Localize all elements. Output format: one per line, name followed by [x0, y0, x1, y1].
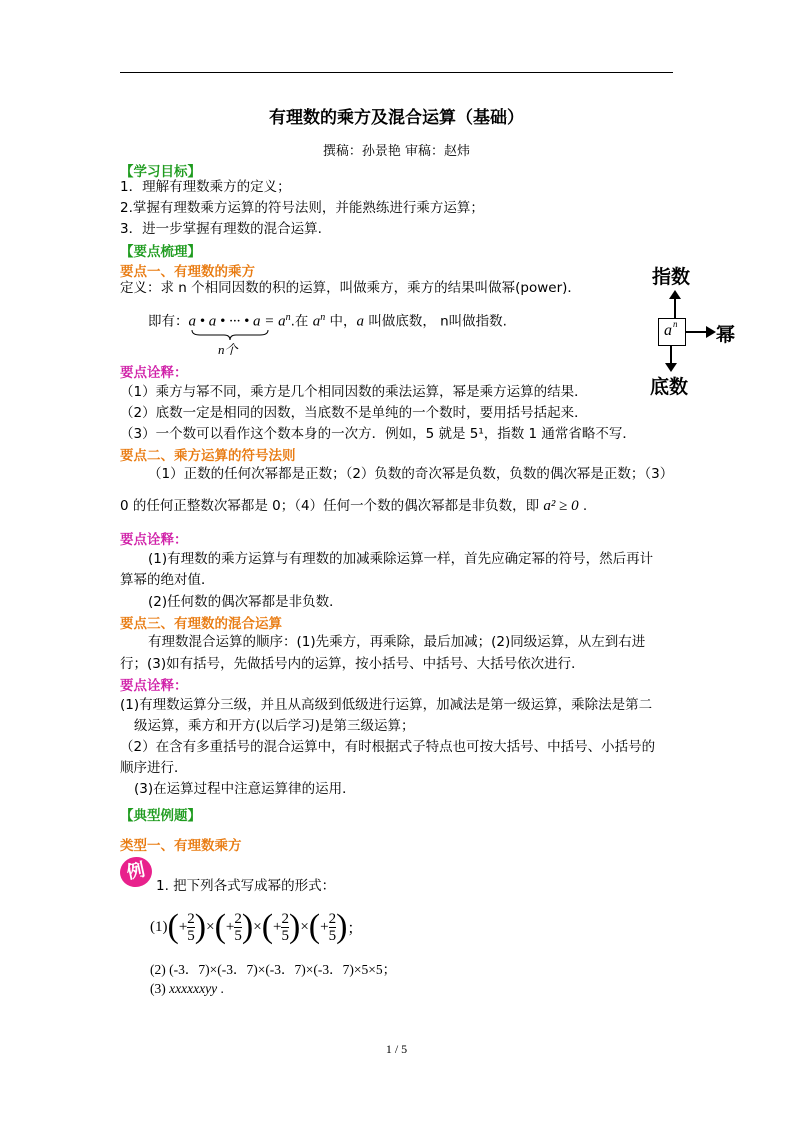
note-3-line-2: 级运算，乘方和开方(以后学习)是第三级运算；	[134, 718, 415, 734]
item-3-math: xxxxxxyy	[169, 981, 218, 996]
item-1-end: ；	[347, 920, 363, 937]
example-1-item-3	[150, 981, 224, 997]
paren-close: )	[194, 908, 207, 945]
plus-sign: +	[273, 918, 282, 935]
arrow-right-icon	[686, 325, 716, 339]
authors-line: 撰稿：孙景艳 审稿：赵炜	[322, 144, 471, 159]
goal-item-3: 3．进一步掌握有理数的混合运算.	[120, 221, 322, 237]
example-type-1-title: 类型一、有理数乘方	[120, 838, 242, 854]
order-line-1: 有理数混合运算的顺序：(1)先乘方，再乘除，最后加减；(2)同级运算，从左到右进	[148, 634, 646, 650]
formula-prefix: 即有：	[148, 313, 189, 330]
note-3-line-1: (1)有理数运算分三级，并且从高级到低级进行运算，加减法是第一级运算，乘除法是第二	[120, 697, 653, 713]
plus-sign: +	[225, 918, 235, 935]
note-1-title: 要点诠释：	[120, 365, 188, 381]
numerator: 2	[234, 910, 242, 927]
numerator: 2	[281, 910, 289, 927]
note-1-line-2: （2）底数一定是相同的因数，当底数不是单纯的一个数时，要用括号括起来．	[120, 405, 588, 421]
paren-close: )	[336, 908, 348, 945]
item-1-label: (1)	[150, 918, 168, 935]
arrow-up-icon	[668, 290, 682, 318]
goals-tag: 【学习目标】	[120, 164, 201, 180]
note-3-line-4: 顺序进行．	[120, 760, 188, 776]
note-2-line-3: (2)任何数的偶次幂都是非负数．	[148, 594, 343, 610]
note-3-title: 要点诠释：	[120, 678, 188, 694]
example-1-question: 1. 把下列各式写成幂的形式：	[156, 878, 336, 894]
times-sign: ×	[253, 918, 262, 935]
note-1-line-3: （3）一个数可以看作这个数本身的一次方．例如，5 就是 5¹，指数 1 通常省略不写．	[120, 426, 636, 442]
times-sign: ×	[300, 918, 309, 935]
order-line-2: 行；(3)如有括号，先做括号内的运算，按小括号、中括号、大括号依次进行．	[120, 656, 585, 672]
diagram-exponent-label: 指数	[652, 266, 691, 288]
example-1-item-2: (2) (-3．7)×(-3．7)×(-3．7)×(-3．7)×5×5；	[150, 962, 397, 977]
formula-mid: .在	[290, 313, 313, 330]
sign-rule-prefix: 0 的任何正整数次幂都是 0；（4）任何一个数的偶次幂都是非负数，即	[120, 498, 544, 514]
formula-mid2: 中，	[325, 313, 357, 330]
diagram-power-label: 幂	[716, 324, 736, 346]
point-2-title: 要点二、乘方运算的符号法则	[120, 448, 296, 464]
examples-tag: 【典型例题】	[120, 808, 201, 824]
diagram-box	[658, 318, 686, 346]
example-badge: 例	[117, 854, 155, 890]
goal-item-1: 1．理解有理数乘方的定义；	[120, 179, 291, 195]
point-3-title: 要点三、有理数的混合运算	[120, 616, 282, 632]
sign-rule-line-1: （1）正数的任何次幂都是正数；（2）负数的奇次幂是负数，负数的偶次幂是正数；（3）	[148, 466, 674, 482]
points-tag: 【要点梳理】	[120, 244, 201, 260]
plus-sign: +	[320, 918, 329, 935]
denominator: 5	[328, 927, 337, 944]
denominator: 5	[187, 927, 195, 944]
point-1-title: 要点一、有理数的乘方	[120, 264, 255, 280]
fraction	[329, 911, 337, 944]
goal-item-2: 2.掌握有理数乘方运算的符号法则，并能熟练进行乘方运算；	[120, 200, 484, 216]
formula-expression: a • a • ··· • a = a	[188, 313, 286, 330]
paren-close: )	[288, 908, 301, 945]
example-1-item-1	[150, 905, 362, 949]
item-3-label: (3)	[150, 981, 170, 996]
diagram-base-label: 底数	[650, 376, 689, 398]
sign-rule-line-2	[120, 496, 587, 516]
denominator: 5	[281, 927, 289, 944]
formula-base-exponent: n	[320, 312, 326, 323]
note-2-line-1: (1)有理数的乘方运算与有理数的加减乘除运算一样，首先应确定幂的符号，然后再计	[148, 551, 654, 567]
diagram-base: a	[664, 322, 672, 339]
numerator: 2	[328, 910, 337, 927]
formula-base: a	[312, 313, 321, 330]
header-rule	[120, 72, 673, 73]
arrow-down-icon	[664, 346, 678, 372]
page-title: 有理数的乘方及混合运算（基础）	[269, 108, 524, 128]
paren-open: (	[308, 908, 321, 945]
note-2-line-2: 算幂的绝对值．	[120, 572, 215, 588]
paren-open: (	[214, 908, 226, 945]
note-3-line-3: （2）在含有多重括号的混合运算中，有时根据式子特点也可按大括号、中括号、小括号的	[120, 739, 656, 755]
denominator: 5	[234, 927, 242, 944]
diagram-exp: n	[673, 319, 678, 329]
paren-open: (	[261, 908, 274, 945]
numerator: 2	[187, 910, 195, 927]
power-definition: 定义：求 n 个相同因数的积的运算，叫做乘方，乘方的结果叫做幂(power)．	[120, 280, 581, 296]
sign-rule-math: a² ≥ 0	[543, 498, 579, 514]
page-number: 1 / 5	[385, 1042, 408, 1056]
note-1-line-1: （1）乘方与幂不同，乘方是几个相同因数的乘法运算，幂是乘方运算的结果．	[120, 384, 588, 400]
note-2-title: 要点诠释：	[120, 532, 188, 548]
paren-close: )	[241, 908, 254, 945]
formula-exponent: n	[285, 312, 291, 323]
fraction	[234, 911, 242, 944]
formula-a: a	[356, 313, 365, 330]
paren-open: (	[167, 908, 179, 945]
sign-rule-suffix: .	[578, 498, 588, 514]
note-3-line-5: (3)在运算过程中注意运算律的运用．	[134, 781, 356, 797]
fraction	[187, 911, 195, 944]
formula-suffix: 叫做底数， n叫做指数.	[364, 313, 507, 330]
item-3-end: .	[217, 981, 224, 996]
brace-label: n个	[218, 342, 238, 357]
plus-sign: +	[178, 918, 188, 935]
fraction	[281, 911, 289, 944]
times-sign: ×	[206, 918, 215, 935]
